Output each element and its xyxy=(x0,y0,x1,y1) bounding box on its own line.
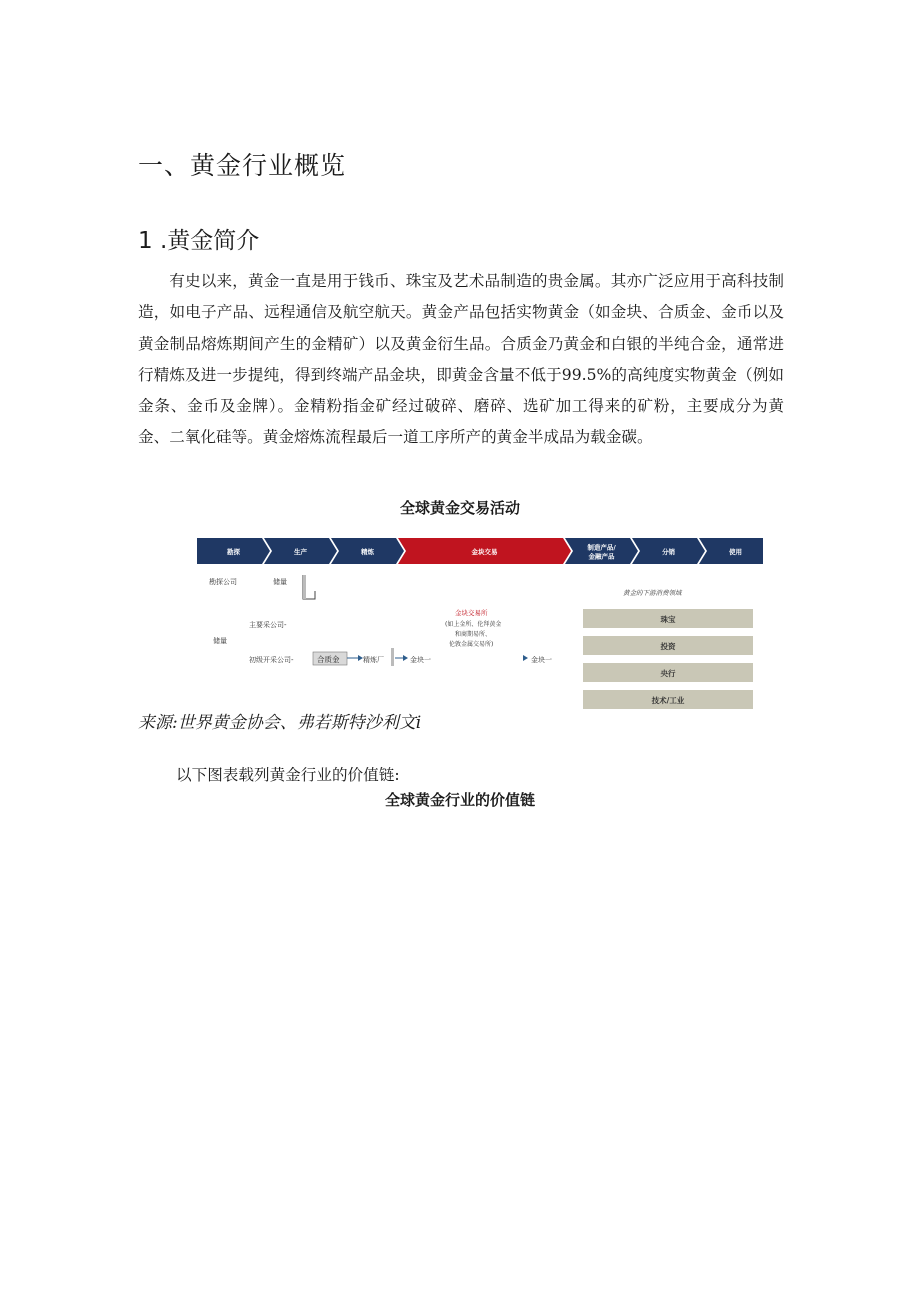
stage-label-3: 金块交易 xyxy=(471,548,498,556)
reserves-left-label: 储量 xyxy=(213,637,227,645)
exchange-line-2: 和商期易所、 xyxy=(455,631,492,638)
stage-label-1: 生产 xyxy=(294,548,307,556)
figure-caption-value-chain: 全球黄金行业的价值链 xyxy=(384,791,535,809)
downstream-title: 黄金的下游消费领域 xyxy=(623,589,682,597)
stage-chevrons xyxy=(197,538,763,564)
downstream-label-1: 投资 xyxy=(660,642,676,651)
stage-label-2: 精炼 xyxy=(361,548,374,556)
gold-trading-diagram xyxy=(193,535,763,713)
stage-label-0: 勘探 xyxy=(227,548,240,556)
explore-company-label: 勘探公司 xyxy=(209,578,237,586)
source-note: 来源:世界黄金协会、弗若斯特沙利文i xyxy=(138,713,422,733)
major-miner-label: 主要采公司- xyxy=(249,621,287,629)
exchange-line-3: 伦敦金属交易所) xyxy=(449,641,494,648)
reserves-top-label: 储量 xyxy=(273,578,287,586)
intro-paragraph: 有史以来，黄金一直是用于钱币、珠宝及艺术品制造的贵金属。其亦广泛应用于高科技制造，如电子产品、远程通信及航空航天。黄金产品包括实物黄金（如金块、合质金、金币以及黄金制品熔炼期间产生的金精矿）以及黄金衍生品。合质金乃黄金和白银的半纯合金，通常进行精炼及进一步提纯，得到终端产品金块，即黄金含量不低于99.5%的高纯度实物黄金（例如金条、金币及金牌）。金精粉指金矿经过破碎、磨碎、选矿加工得来的矿粉，主要成分为黄金、二氧化硅等。黄金熔炼流程最后一道工序所产的黄金半成品为载金碳。 xyxy=(138,272,784,447)
downstream-label-3: 技术/工业 xyxy=(651,696,685,705)
bullion-label-1: 金块一 xyxy=(410,656,431,664)
refinery-marker xyxy=(391,648,394,666)
subsection-title: 1 .黄金简介 xyxy=(138,228,260,254)
figure-caption-gold-trading: 全球黄金交易活动 xyxy=(399,499,520,517)
bullion-label-2: 金块一 xyxy=(531,656,552,664)
junior-miner-label: 初级开采公司- xyxy=(249,656,294,664)
reserves-bracket-box xyxy=(303,575,306,599)
downstream-label-0: 珠宝 xyxy=(660,615,676,624)
refinery-label: 精炼厂 xyxy=(363,656,384,664)
stage-label-6: 使用 xyxy=(729,548,742,556)
stage-label-4: 金融产品 xyxy=(588,552,615,561)
dore-label: 合质金 xyxy=(317,655,340,664)
downstream-list xyxy=(583,609,753,709)
exchange-line-1: (如上金所、伦拜黄金 xyxy=(445,621,502,628)
stage-label-5: 分销 xyxy=(662,548,675,556)
stage-label-4: 制造产品/ xyxy=(587,543,616,552)
downstream-label-2: 央行 xyxy=(660,669,676,678)
exchange-title: 金块交易所 xyxy=(455,609,488,617)
value-chain-intro: 以下图表载列黄金行业的价值链: xyxy=(176,766,400,784)
section-title: 一、黄金行业概览 xyxy=(138,151,347,180)
